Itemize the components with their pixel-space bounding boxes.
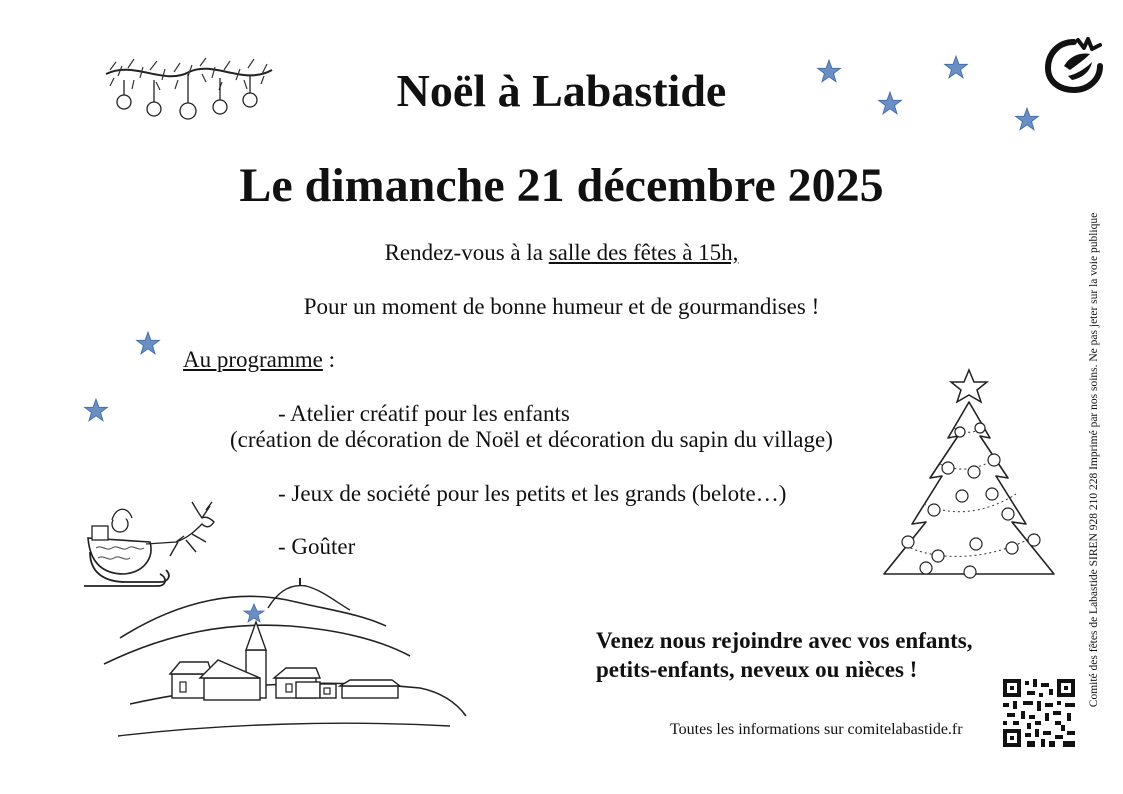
invitation-line-1: Venez nous rejoindre avec vos enfants,: [596, 628, 973, 653]
event-date: Le dimanche 21 décembre 2025: [239, 159, 884, 212]
invitation: [596, 626, 973, 684]
logo-icon: [1044, 36, 1104, 94]
programme-item-1: - Atelier créatif pour les enfants: [278, 401, 570, 426]
star-icon: [135, 331, 161, 357]
star-icon: [943, 55, 969, 81]
page-title: Noël à Labastide: [396, 65, 727, 116]
programme-colon: :: [322, 347, 336, 372]
village-landscape-icon: [100, 574, 470, 742]
programme-heading-line: [183, 347, 335, 373]
programme-item-1-detail: (création de décoration de Noël et décoration du sapin du village): [230, 427, 833, 452]
star-icon: [83, 398, 109, 424]
programme-item-3: - Goûter: [278, 534, 356, 559]
website-info: Toutes les informations sur comitelabastide.fr: [670, 721, 963, 738]
star-icon: [1014, 107, 1040, 133]
star-icon: [877, 91, 903, 117]
legal-footer-text: Comité des fêtes de Labastide SIREN 928 210 228 Imprimé par nos soins. Ne pas jeter sur la voie publique: [1088, 212, 1100, 708]
programme-heading: Au programme: [183, 347, 323, 372]
rendezvous-place: salle des fêtes à 15h,: [548, 240, 739, 265]
star-icon: [816, 59, 842, 85]
qr-code-icon: [1003, 679, 1075, 747]
invitation-line-2: petits-enfants, neveux ou nièces !: [596, 657, 918, 682]
rendezvous-prefix: Rendez-vous à la: [384, 240, 549, 265]
christmas-tree-icon: [878, 368, 1060, 596]
tagline: Pour un moment de bonne humeur et de gourmandises !: [303, 294, 820, 319]
rendezvous-line: [0, 240, 1123, 266]
programme-item-2: - Jeux de société pour les petits et les grands (belote…): [278, 481, 787, 506]
